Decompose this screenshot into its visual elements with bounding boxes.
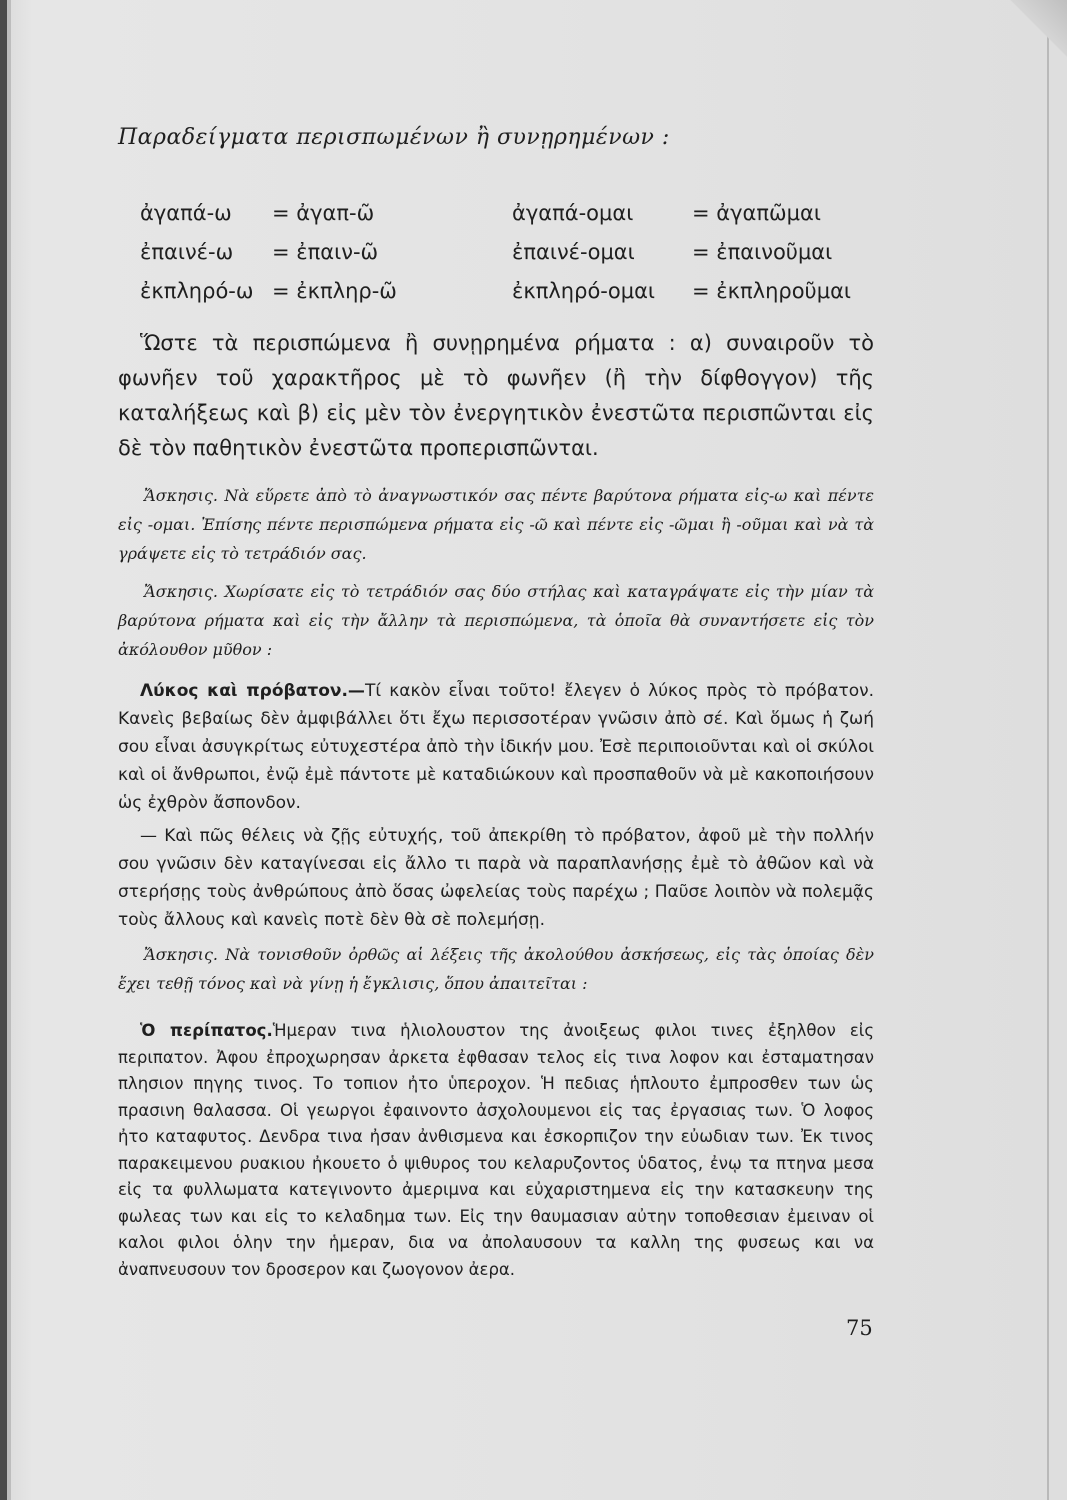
middle-form: ἐκπληρό-ομαι	[512, 279, 656, 303]
middle-form: ἐπαινέ-ομαι	[512, 240, 635, 264]
page-corner-fold	[997, 0, 1067, 70]
conjugation-row	[140, 194, 860, 233]
exercise-2: Ἄσκησις. Χωρίσατε εἰς τὸ τετράδιόν σας δύο στήλας καὶ καταγράψατε εἰς τὴν μίαν τὰ βαρύτονα ρήματα καὶ εἰς τὴν ἄλλην τὰ περισπώμενα, τὰ ὁποῖα θὰ συναντήσετε εἰς τὸν ἀκόλουθον μῦθον :	[118, 582, 874, 659]
fable-title: Λύκος καὶ πρόβατον.—	[140, 681, 365, 701]
conjugation-row	[140, 272, 860, 311]
exercise-3: Ἄσκησις. Νὰ τονισθοῦν ὀρθῶς αἱ λέξεις τῆς ἀκολούθου ἀσκήσεως, εἰς τὰς ὁποίας δὲν ἔχει τεθῇ τόνος καὶ νὰ γίνῃ ἡ ἔγκλισις, ὅπου ἀπαιτεῖται :	[118, 945, 874, 993]
walk-paragraph	[118, 1018, 874, 1283]
active-contract: = ἀγαπ-ῶ	[272, 201, 375, 225]
middle-form: ἀγαπά-ομαι	[512, 201, 634, 225]
section-title: Παραδείγματα περισπωμένων ἢ συνῃρημένων :	[118, 125, 670, 150]
spine-shadow	[7, 0, 11, 1500]
active-form: ἀγαπά-ω	[140, 201, 232, 225]
rule-paragraph: Ὥστε τὰ περισπώμενα ἢ συνῃρημένα ρήματα : α) συναιροῦν τὸ φωνῆεν τοῦ χαρακτῆρος μὲ τὸ φωνῆεν (ἢ τὴν δίφθογγον) τῆς καταλήξεως καὶ β) εἰς μὲν τὸν ἐνεργητικὸν ἐνεστῶτα περισπῶνται εἰς δὲ τὸν παθητικὸν ἐνεστῶτα προπερισπῶνται.	[118, 331, 874, 460]
walk-title: Ὁ περίπατος.	[140, 1021, 273, 1040]
active-form: ἐκπληρό-ω	[140, 279, 254, 303]
book-spine	[0, 0, 7, 1500]
page-edge	[1047, 0, 1049, 1500]
exercise-1: Ἄσκησις. Νὰ εὕρετε ἀπὸ τὸ ἀναγνωστικόν σας πέντε βαρύτονα ρήματα εἰς-ω καὶ πέντε εἰς -ομαι. Ἐπίσης πέντε περισπώμενα ρήματα εἰς -ῶ καὶ πέντε εἰς -ῶμαι ἢ -οῦμαι καὶ νὰ τὰ γράψετε εἰς τὸ τετράδιόν σας.	[118, 486, 874, 563]
fable-text-1: Τί κακὸν εἶναι τοῦτο! ἔλεγεν ὁ λύκος πρὸς τὸ πρόβατον. Κανεὶς βεβαίως δὲν ἀμφιβάλλει ὅτι ἔχω περισσοτέραν γνῶσιν ἀπὸ σέ. Καὶ ὅμως ἡ ζωή σου εἶναι ἀσυγκρίτως εὐτυχεστέρα ἀπὸ τὴν ἰδικήν μου. Ἐσὲ περιποιοῦνται καὶ οἱ σκύλοι καὶ οἱ ἄνθρωποι, ἐνῷ ἐμὲ πάντοτε μὲ καταδιώκουν καὶ προσπαθοῦν νὰ μὲ κακοποιήσουν ὡς ἐχθρὸν ἄσπονδον.	[118, 681, 874, 813]
middle-contract: = ἐπαινοῦμαι	[692, 240, 833, 264]
walk-text: Ἡμεραν τινα ἡλιολουστον της ἀνοιξεως φιλοι τινες ἐξηλθον εἰς περιπατον. Ἀφου ἐπροχωρησαν ἀρκετα ἐφθασαν τελος εἰς τινα λοφον και ἐσταματησαν πλησιον πηγης τινος. Το τοπιον ἠτο ὑπεροχον. Ἡ πεδιας ἡπλουτο ἐμπροσθεν των ὡς πρασινη θαλασσα. Οἱ γεωργοι ἐφαινοντο ἀσχολουμενοι εἰς τας ἐργασιας των. Ὁ λοφος ἠτο καταφυτος. Δενδρα τινα ἠσαν ἀνθισμενα και ἐσκορπιζον την εὐωδιαν των. Ἐκ τινος παρακειμενου ρυακιου ἠκουετο ὁ ψιθυρος του κελαρυζοντος ὑδατος, ἐνῳ τα πτηνα μεσα εἰς τα φυλλωματα κατεγινοντο ἀμεριμνα και εὐχαριστημενα εἰς την κατασκευην της φωλεας των και εἰς το κελαδημα των. Εἰς την θαυμασιαν αὐτην τοποθεσιαν ἐμειναν οἱ καλοι φιλοι ὁλην την ἡμεραν, δια να ἀπολαυσουν τα καλλη της φυσεως και να ἀναπνευσουν τον δροσερον και ζωογονον ἀερα.	[118, 1021, 875, 1279]
conjugation-table	[140, 194, 860, 311]
active-form: ἐπαινέ-ω	[140, 240, 234, 264]
middle-contract: = ἀγαπῶμαι	[692, 201, 821, 225]
page-number: 75	[846, 1316, 873, 1340]
fable-paragraph-1	[118, 677, 874, 817]
conjugation-row	[140, 233, 860, 272]
middle-contract: = ἐκπληροῦμαι	[692, 279, 852, 303]
active-contract: = ἐκπληρ-ῶ	[272, 279, 397, 303]
active-contract: = ἐπαιν-ῶ	[272, 240, 379, 264]
fable-paragraph-2: — Καὶ πῶς θέλεις νὰ ζῇς εὐτυχής, τοῦ ἀπεκρίθη τὸ πρόβατον, ἀφοῦ μὲ τὴν πολλήν σου γνῶσιν δὲν καταγίνεσαι εἰς ἄλλο τι παρὰ νὰ παραπλανήσῃς ἐμὲ τὸ ἀθῶον καὶ νὰ στερήσῃς τοὺς ἀνθρώπους ἀπὸ ὅσας ὠφελείας τοὺς παρέχω ; Παῦσε λοιπὸν νὰ πολεμᾷς τοὺς ἄλλους καὶ κανεὶς ποτὲ δὲν θὰ σὲ πολεμήσῃ.	[118, 826, 874, 930]
